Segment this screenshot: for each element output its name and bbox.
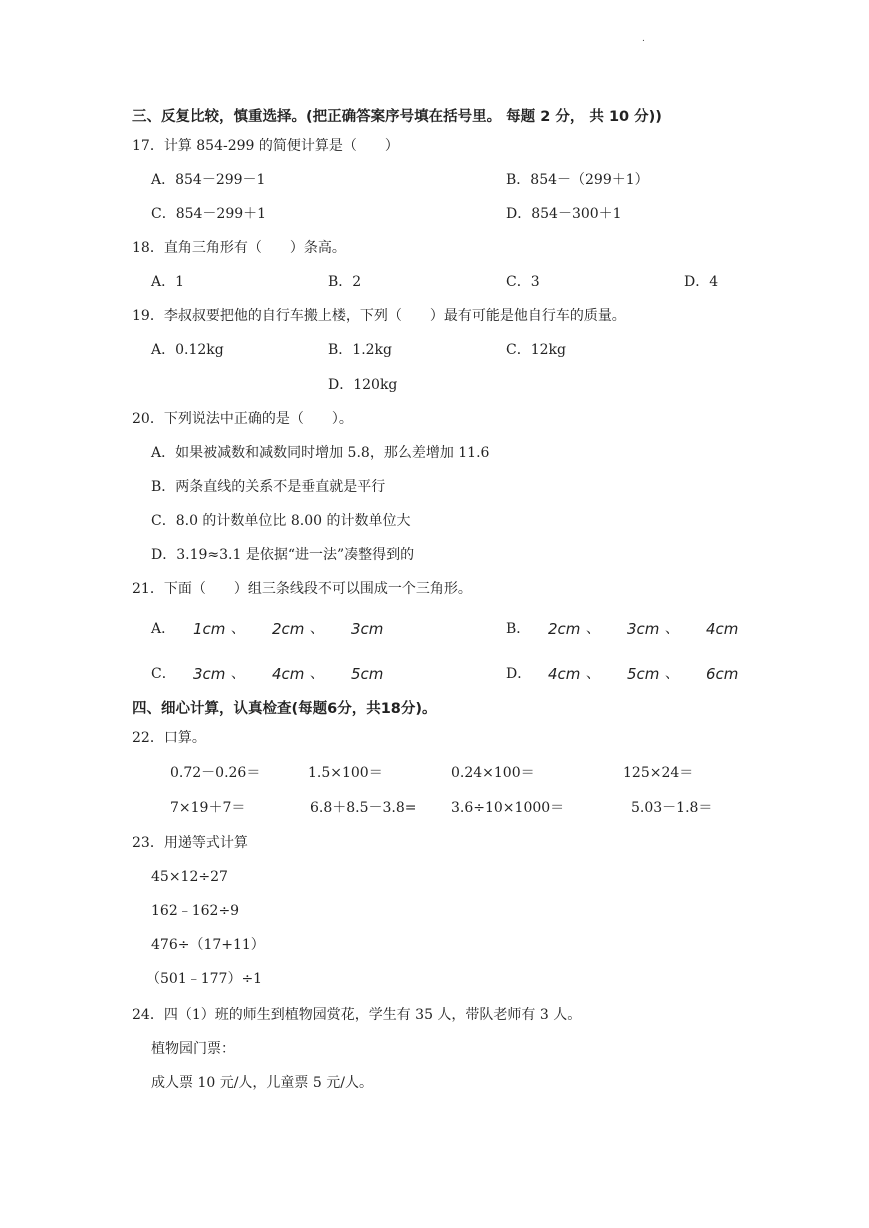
question-18-stem: 18．直角三角形有（ ）条高。 <box>132 240 346 256</box>
q21-option-d-seg3: 6cm <box>706 665 739 683</box>
q21-option-c-seg2: 4cm <box>272 665 305 683</box>
q21-option-a-seg1: 1cm <box>193 620 226 638</box>
q21-option-a-seg2: 2cm <box>272 620 305 638</box>
q21-sep: 、 <box>665 621 679 637</box>
q21-option-c-seg1: 3cm <box>193 665 226 683</box>
q21-sep: 、 <box>310 621 324 637</box>
q23-item: 45×12÷27 <box>151 869 228 885</box>
q20-option-b: B．两条直线的关系不是垂直就是平行 <box>151 479 386 495</box>
q17-option-c: C．854－299＋1 <box>151 206 267 222</box>
q18-option-a: A．1 <box>151 274 185 290</box>
q21-sep: 、 <box>231 666 245 682</box>
q24-ticket-prices: 成人票 10 元/人，儿童票 5 元/人。 <box>151 1075 373 1091</box>
q21-sep: 、 <box>586 666 600 682</box>
page-mark: . <box>642 34 645 44</box>
q22-item: 125×24＝ <box>623 765 694 781</box>
q20-option-a: A．如果被减数和减数同时增加 5.8，那么差增加 11.6 <box>151 445 490 461</box>
q22-item: 7×19＋7＝ <box>170 800 246 816</box>
q21-option-a-seg3: 3cm <box>351 620 384 638</box>
q21-option-d-label: D． <box>506 666 532 682</box>
question-19-stem: 19．李叔叔要把他的自行车搬上楼，下列（ ）最有可能是他自行车的质量。 <box>132 308 626 324</box>
q23-item: 476÷（17+11） <box>151 937 265 953</box>
q21-option-b-seg1: 2cm <box>548 620 581 638</box>
q21-option-c-label: C． <box>151 666 176 682</box>
section-4-title: 四、细心计算，认真检查(每题6分，共18分)。 <box>132 701 437 717</box>
question-24-stem: 24．四（1）班的师生到植物园赏花，学生有 35 人，带队老师有 3 人。 <box>132 1007 582 1023</box>
q24-ticket-heading: 植物园门票： <box>151 1041 235 1057</box>
q18-option-d: D．4 <box>684 274 719 290</box>
q21-sep: 、 <box>310 666 324 682</box>
q21-sep: 、 <box>665 666 679 682</box>
question-20-stem: 20．下列说法中正确的是（ ）。 <box>132 411 353 427</box>
q17-option-b: B．854－（299＋1） <box>506 172 649 188</box>
q22-item: 5.03－1.8＝ <box>631 800 713 816</box>
q23-item: （501﹣177）÷1 <box>146 971 263 987</box>
section-3-title: 三、反复比较，慎重选择。(把正确答案序号填在括号里。 每题 2 分， 共 10 分)) <box>132 109 662 125</box>
question-17-stem: 17．计算 854-299 的简便计算是（ ） <box>132 138 399 154</box>
q19-option-a: A．0.12kg <box>151 342 224 358</box>
q18-option-b: B．2 <box>328 274 362 290</box>
q21-option-b-seg2: 3cm <box>627 620 660 638</box>
q22-item: 0.24×100＝ <box>451 765 535 781</box>
q21-sep: 、 <box>231 621 245 637</box>
q23-item: 162﹣162÷9 <box>151 903 240 919</box>
question-21-stem: 21．下面（ ）组三条线段不可以围成一个三角形。 <box>132 581 472 597</box>
q21-option-c-seg3: 5cm <box>351 665 384 683</box>
q21-option-b-label: B． <box>506 621 531 637</box>
q19-option-c: C．12kg <box>506 342 566 358</box>
q21-option-a-label: A． <box>151 621 176 637</box>
q19-option-d: D．120kg <box>328 377 398 393</box>
q22-item: 6.8＋8.5－3.8= <box>310 800 417 816</box>
question-22-stem: 22．口算。 <box>132 730 206 746</box>
q19-option-b: B．1.2kg <box>328 342 392 358</box>
q18-option-c: C．3 <box>506 274 540 290</box>
question-23-stem: 23．用递等式计算 <box>132 835 248 851</box>
q22-item: 1.5×100＝ <box>308 765 383 781</box>
q20-option-d: D．3.19≈3.1 是依据“进一法”凑整得到的 <box>151 547 415 563</box>
q17-option-d: D．854－300＋1 <box>506 206 622 222</box>
q22-item: 0.72－0.26＝ <box>170 765 261 781</box>
q21-option-b-seg3: 4cm <box>706 620 739 638</box>
q21-option-d-seg1: 4cm <box>548 665 581 683</box>
q20-option-c: C．8.0 的计数单位比 8.00 的计数单位大 <box>151 513 411 529</box>
q22-item: 3.6÷10×1000＝ <box>451 800 565 816</box>
q21-option-d-seg2: 5cm <box>627 665 660 683</box>
q21-sep: 、 <box>586 621 600 637</box>
q17-option-a: A．854－299－1 <box>151 172 266 188</box>
